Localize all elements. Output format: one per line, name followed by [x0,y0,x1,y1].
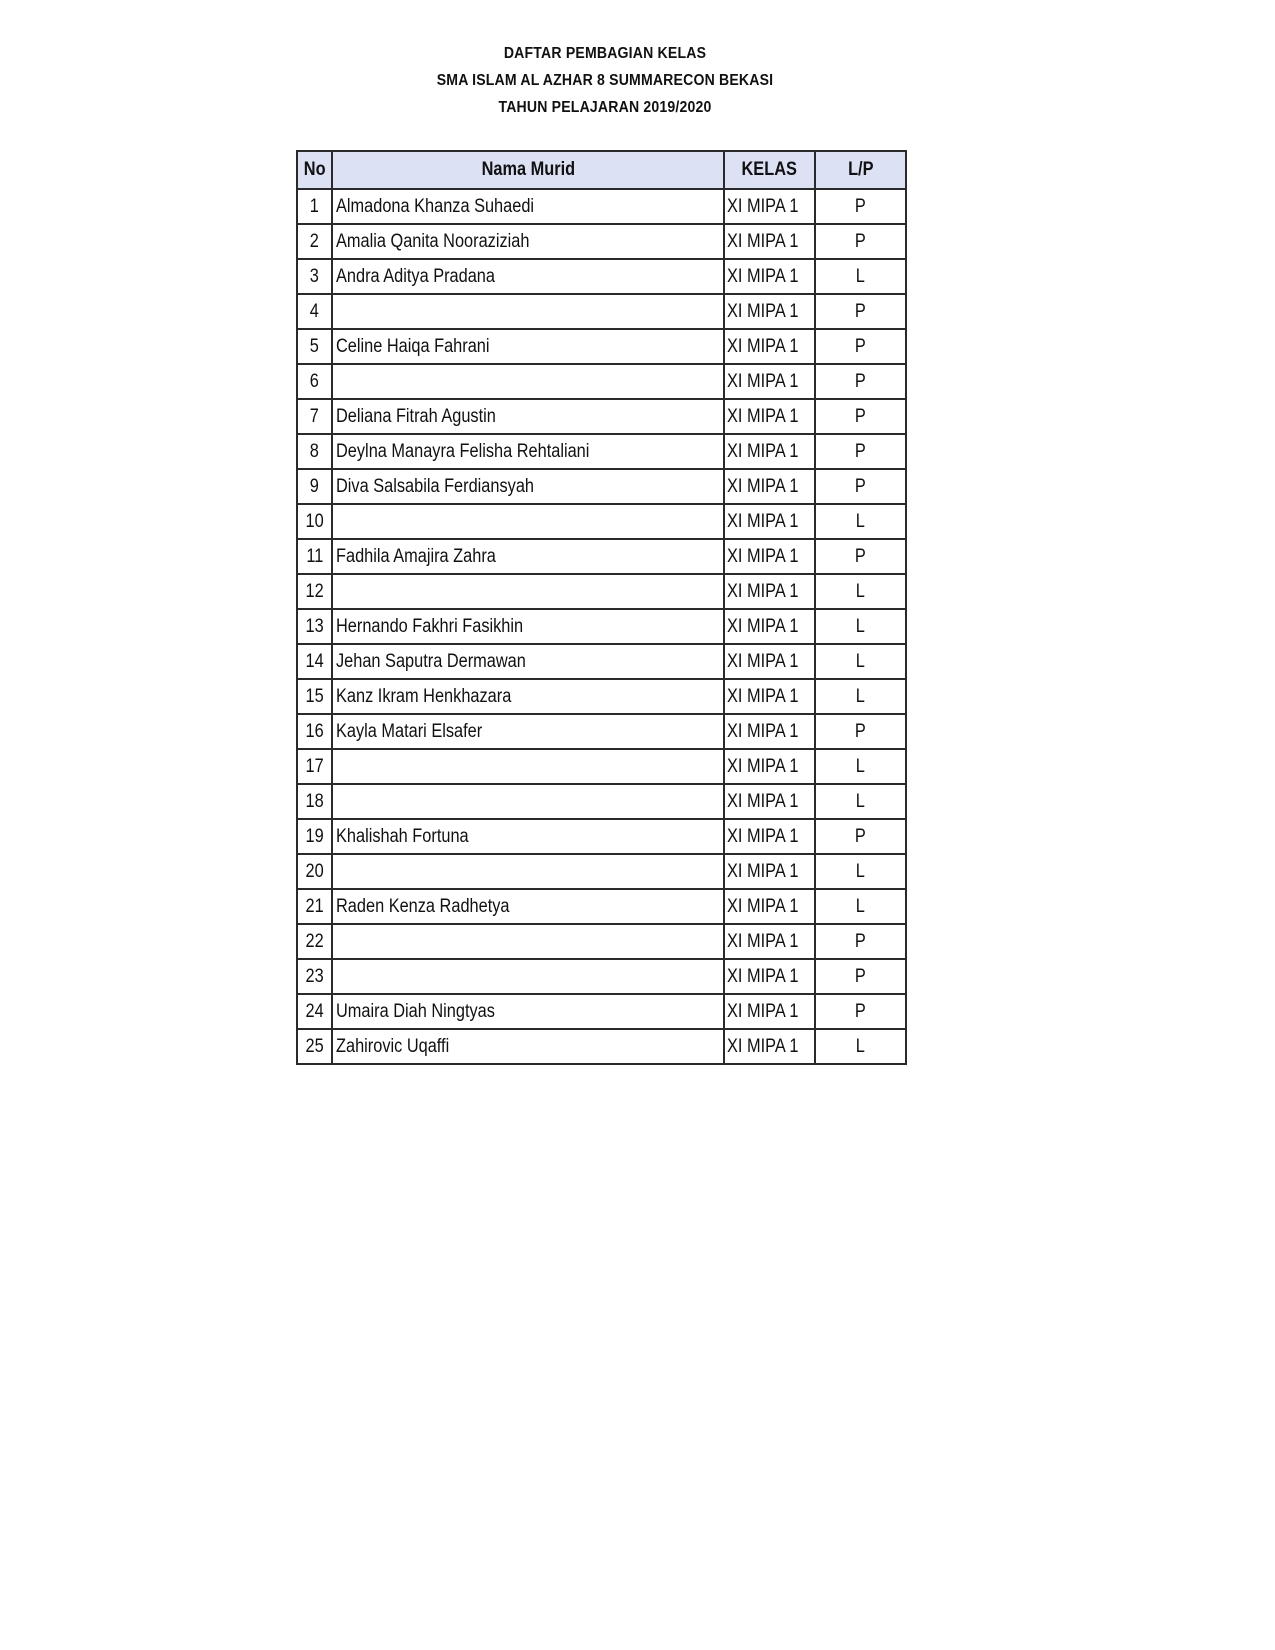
cell-student-name [332,364,724,399]
cell-gender: P [815,364,906,399]
cell-class: XI MIPA 1 [724,609,815,644]
cell-no: 9 [297,469,332,504]
cell-class: XI MIPA 1 [724,329,815,364]
cell-no: 8 [297,434,332,469]
cell-class: XI MIPA 1 [724,434,815,469]
cell-gender: L [815,889,906,924]
cell-no: 3 [297,259,332,294]
cell-gender: L [815,1029,906,1064]
cell-gender: P [815,434,906,469]
column-header-nama-murid: Nama Murid [332,151,724,189]
cell-gender: L [815,749,906,784]
cell-class: XI MIPA 1 [724,644,815,679]
cell-no: 10 [297,504,332,539]
cell-class: XI MIPA 1 [724,924,815,959]
cell-gender: L [815,259,906,294]
table-row [297,329,906,364]
table-row [297,889,906,924]
document-title: DAFTAR PEMBAGIAN KELAS [503,45,707,62]
cell-student-name: Zahirovic Uqaffi [332,1029,724,1064]
cell-student-name: Kanz Ikram Henkhazara [332,679,724,714]
class-roster-table [296,150,907,1065]
cell-gender: P [815,959,906,994]
table-row [297,364,906,399]
cell-class: XI MIPA 1 [724,784,815,819]
cell-student-name: Deylna Manayra Felisha Rehtaliani [332,434,724,469]
cell-no: 15 [297,679,332,714]
table-row [297,924,906,959]
table-row [297,1029,906,1064]
cell-gender: L [815,644,906,679]
cell-gender: P [815,399,906,434]
cell-class: XI MIPA 1 [724,749,815,784]
cell-class: XI MIPA 1 [724,994,815,1029]
cell-student-name [332,749,724,784]
table-row [297,574,906,609]
cell-student-name: Fadhila Amajira Zahra [332,539,724,574]
cell-gender: L [815,784,906,819]
cell-no: 16 [297,714,332,749]
cell-gender: P [815,224,906,259]
cell-class: XI MIPA 1 [724,364,815,399]
table-row [297,714,906,749]
table-row [297,399,906,434]
cell-no: 13 [297,609,332,644]
cell-no: 1 [297,189,332,224]
table-row [297,819,906,854]
table-body [297,189,906,1064]
cell-gender: P [815,819,906,854]
cell-no: 21 [297,889,332,924]
cell-student-name: Andra Aditya Pradana [332,259,724,294]
cell-no: 7 [297,399,332,434]
table-row [297,784,906,819]
cell-student-name: Deliana Fitrah Agustin [332,399,724,434]
cell-class: XI MIPA 1 [724,854,815,889]
table-row [297,504,906,539]
cell-gender: L [815,574,906,609]
cell-no: 5 [297,329,332,364]
cell-student-name: Kayla Matari Elsafer [332,714,724,749]
table-row [297,609,906,644]
cell-class: XI MIPA 1 [724,889,815,924]
cell-class: XI MIPA 1 [724,714,815,749]
cell-gender: P [815,189,906,224]
cell-student-name [332,784,724,819]
cell-class: XI MIPA 1 [724,819,815,854]
cell-student-name: Khalishah Fortuna [332,819,724,854]
table-row [297,854,906,889]
cell-student-name [332,294,724,329]
cell-student-name: Almadona Khanza Suhaedi [332,189,724,224]
table-header-row [297,151,906,189]
cell-gender: P [815,539,906,574]
cell-class: XI MIPA 1 [724,574,815,609]
cell-class: XI MIPA 1 [724,224,815,259]
cell-no: 17 [297,749,332,784]
cell-class: XI MIPA 1 [724,294,815,329]
table-row [297,749,906,784]
cell-class: XI MIPA 1 [724,679,815,714]
cell-student-name [332,924,724,959]
column-header-kelas: KELAS [724,151,815,189]
cell-no: 22 [297,924,332,959]
cell-class: XI MIPA 1 [724,469,815,504]
cell-class: XI MIPA 1 [724,959,815,994]
cell-no: 11 [297,539,332,574]
cell-class: XI MIPA 1 [724,539,815,574]
cell-gender: P [815,294,906,329]
cell-class: XI MIPA 1 [724,504,815,539]
table-row [297,224,906,259]
cell-class: XI MIPA 1 [724,189,815,224]
cell-student-name: Amalia Qanita Nooraziziah [332,224,724,259]
cell-no: 23 [297,959,332,994]
cell-gender: L [815,854,906,889]
table-row [297,189,906,224]
table-row [297,994,906,1029]
cell-no: 18 [297,784,332,819]
table-row [297,294,906,329]
cell-class: XI MIPA 1 [724,399,815,434]
cell-gender: P [815,924,906,959]
cell-student-name: Celine Haiqa Fahrani [332,329,724,364]
table-row [297,434,906,469]
table-row [297,644,906,679]
cell-class: XI MIPA 1 [724,259,815,294]
cell-student-name: Diva Salsabila Ferdiansyah [332,469,724,504]
cell-gender: L [815,609,906,644]
cell-no: 14 [297,644,332,679]
column-header-no: No [297,151,332,189]
cell-student-name [332,854,724,889]
cell-no: 20 [297,854,332,889]
academic-year: TAHUN PELAJARAN 2019/2020 [498,99,712,116]
cell-gender: L [815,679,906,714]
cell-no: 2 [297,224,332,259]
cell-student-name: Jehan Saputra Dermawan [332,644,724,679]
table-row [297,679,906,714]
table-row [297,959,906,994]
cell-no: 4 [297,294,332,329]
cell-student-name: Hernando Fakhri Fasikhin [332,609,724,644]
cell-no: 12 [297,574,332,609]
table-row [297,539,906,574]
cell-gender: P [815,714,906,749]
column-header-lp: L/P [815,151,906,189]
cell-student-name [332,959,724,994]
cell-no: 6 [297,364,332,399]
cell-student-name [332,504,724,539]
cell-no: 25 [297,1029,332,1064]
cell-gender: P [815,469,906,504]
cell-class: XI MIPA 1 [724,1029,815,1064]
table-row [297,469,906,504]
document-header [0,40,1210,121]
cell-no: 19 [297,819,332,854]
table-row [297,259,906,294]
cell-student-name [332,574,724,609]
cell-no: 24 [297,994,332,1029]
cell-student-name: Raden Kenza Radhetya [332,889,724,924]
cell-student-name: Umaira Diah Ningtyas [332,994,724,1029]
school-name: SMA ISLAM AL AZHAR 8 SUMMARECON BEKASI [436,72,774,89]
cell-gender: P [815,994,906,1029]
cell-gender: L [815,504,906,539]
cell-gender: P [815,329,906,364]
